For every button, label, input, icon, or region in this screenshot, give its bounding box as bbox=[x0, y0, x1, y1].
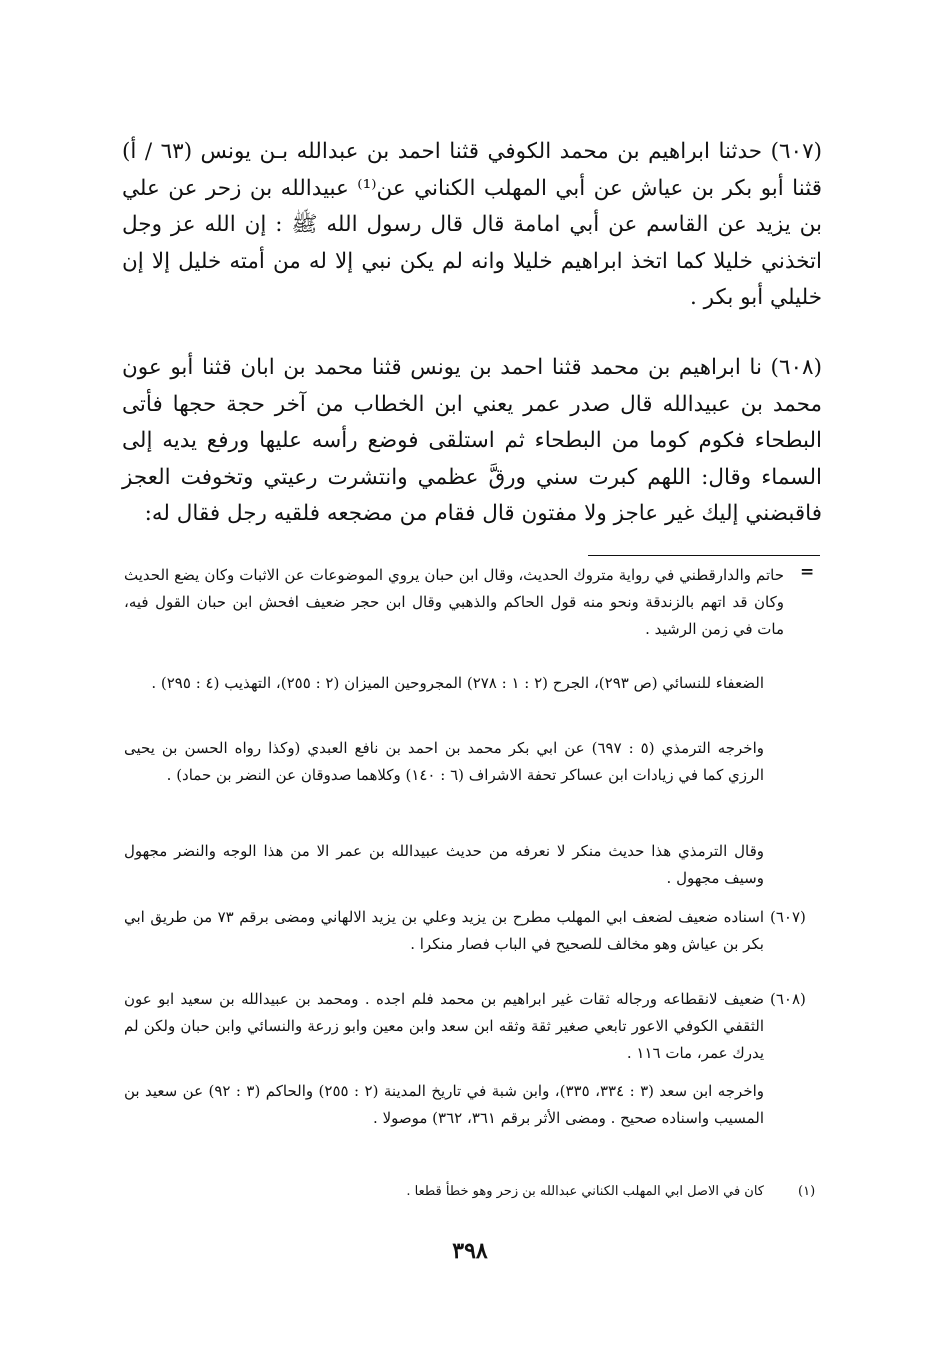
note-paragraph: واخرجه ابن سعد (٣ : ٣٣٤، ٣٣٥)، وابن شبة في تاريخ المدينة (٢ : ٢٥٥) والحاكم (٣ : ٩٢) عن سعيد بن المسيب واسناده صحيح . ومضى الأثر برقم ٣٦١، ٣٦٢) موصولا . bbox=[124, 1082, 765, 1127]
note-paragraph: اسناده ضعيف لضعف ابي المهلب مطرح بن يزيد وعلي بن يزيد الالهاني ومضى برقم ٧٣ من طريق ابي بكر بن عياش وهو مخالف للصحيح في الباب فصار منكرا . bbox=[124, 908, 764, 953]
page-number: ٣٩٨ bbox=[452, 1238, 488, 1264]
note-paragraph: الضعفاء للنسائي (ص ٢٩٣)، الجرح (٢ : ١ : ٢٧٨) المجروحين الميزان (٢ : ٢٥٥)، التهذيب (٤ : ٢٩٥) . bbox=[151, 674, 764, 692]
footnote-text: كان في الاصل ابي المهلب الكناني عبدالله بن زحر وهو خطأ قطعا . bbox=[406, 1184, 764, 1199]
note-paragraph: وقال الترمذي هذا حديث منكر لا نعرفه من حديث عبيدالله بن عمر الا من هذا الوجه والنضر مجهول وسيف مجهول . bbox=[124, 842, 764, 887]
footnote-separator bbox=[588, 555, 820, 556]
hadith-608-text: (٦٠٨) نا ابراهيم بن محمد قثنا احمد بن يونس قثنا محمد بن ابان قثنا أبو عون محمد بن عبيدالله قال صدر عمر يعني ابن الخطاب من آخر حجة حجها فأتى البطحاء فكوم كوما من البطحاء ثم استلقى فوضع رأسه عليها ورفع يديه إلى السماء وقال: اللهم كبرت سني ورقَّ عظمي وانتشرت رعيتي وتخوفت العجز فاقبضني إليك غير عاجز ولا مفتون قال فقام من مضجعه فلقيه رجل فقال له: bbox=[122, 355, 822, 526]
note-number: (٦٠٨) bbox=[770, 990, 806, 1008]
continuation-marker: = bbox=[800, 562, 815, 582]
note-paragraph: حاتم والدارقطني في رواية متروك الحديث، وقال ابن حبان يروي الموضوعات عن الاثبات وكان يضع الحديث وكان قد اتهم بالزندقة ونحو منه قول الحاكم والذهبي وقال ابن حجر ضعيف افحش ابن حبان القول فيه، مات في زمن الرشيد . bbox=[124, 566, 784, 638]
note-paragraph: ضعيف لانقطاعه ورجاله ثقات غير ابراهيم بن محمد فلم اجده . ومحمد بن عبيدالله بن سعيد ابو عون الثقفي الكوفي الاعور تابعي صغير ثقة وثقه ابن سعد وابن معين وابو زرعة والنسائي وابن حبان ولكن لم يدرك عمر، مات ١١٦ . bbox=[124, 990, 764, 1062]
hadith-607-text: (٦٠٧) حدثنا ابراهيم بن محمد الكوفي قثنا احمد بن عبدالله بـن يونس (٦٣ / أ) قثنا أبو بكر بن عياش عن أبي المهلب الكناني عن⁽¹⁾ عبيدالله بن زحر عن علي بن يزيد عن القاسم عن أبي امامة قال قال رسول الله ﷺ : إن الله عز وجل اتخذني خليلا كما اتخذ ابراهيم خليلا وانه لم يكن نبي إلا له من أمته خليل إلا إن خليلي أبو بكر . bbox=[122, 139, 823, 310]
note-paragraph: واخرجه الترمذي (٥ : ٦٩٧) عن ابي بكر محمد بن احمد بن نافع العبدي (وكذا رواه الحسن بن يحيى الرزي كما في زيادات ابن عساكر تحفة الاشراف (٦ : ١٤٠) وكلاهما صدوقان عن النضر بن حماد) . bbox=[124, 739, 764, 784]
note-number: (٦٠٧) bbox=[770, 908, 806, 926]
footnote-number: (١) bbox=[798, 1184, 816, 1199]
